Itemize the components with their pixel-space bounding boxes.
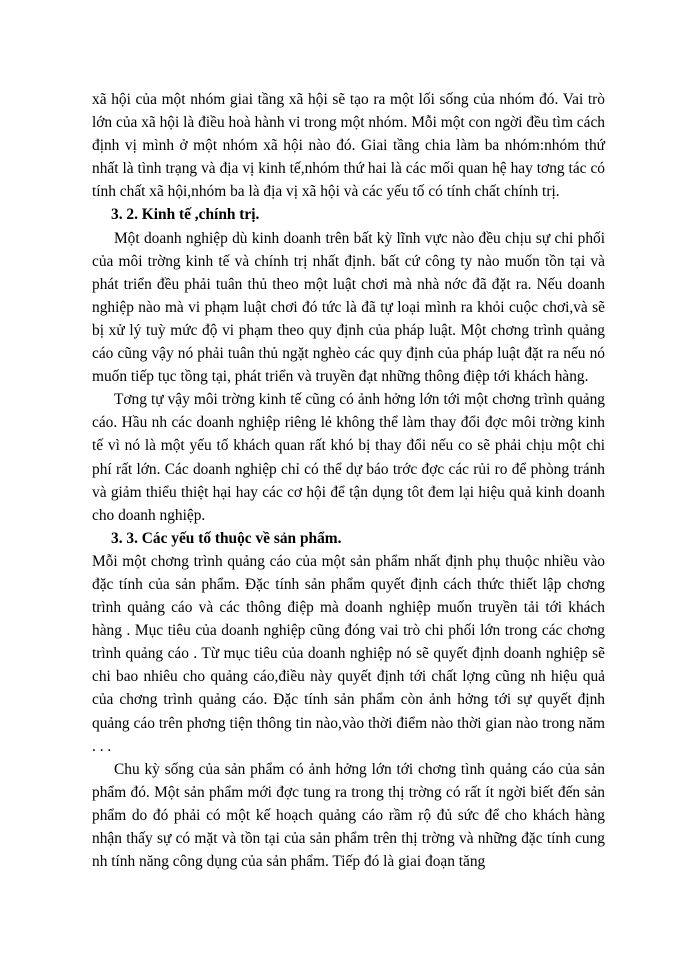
paragraph-product-life-cycle: Chu kỳ sống của sản phẩm có ảnh hởng lớn tới chơng tình quảng cáo của sản phẩm đó. Một sản phẩm mới đợc tung ra trong thị trờng có rất ít ngời biết đến sản phẩm do đó phải có một kế hoạch quảng cáo rầm rộ đủ sức để cho khách hàng nhận thấy sự có mặt và tồn tại của sản phẩm trên thị trờng và những đặc tính cung nh tính năng công dụng của sản phẩm. Tiếp đó là giai đoạn tăng	[92, 760, 605, 871]
paragraph-social-class: xã hội của một nhóm giai tầng xã hội sẽ tạo ra một lối sống của nhóm đó. Vai trò lớn của xã hội là điều hoà hành vi trong một nhóm. Mỗi một con ngời đều tìm cách định vị mình ở một nhóm xã hội nào đó. Giai tầng chia làm ba nhóm:nhóm thứ nhất là tình trạng và địa vị kinh tế,nhóm thứ hai là các mối quan hệ hay tơng tác có tính chất xã hội,nhóm ba là địa vị xã hội và các yếu tố có tính chất chính trị.	[92, 91, 605, 201]
paragraph-economics-politics: Một doanh nghiệp dù kinh doanh trên bất kỳ lĩnh vực nào đều chịu sự chi phối của môi trờng kinh tế và chính trị nhất định. bất cứ công ty nào muốn tồn tại và phát triển đều phải tuân thủ theo một luật chơi mà nhà nớc đã đặt ra. Nếu doanh nghiệp nào mà vi phạm luật chơi đó tức là đã tự loại mình ra khỏi cuộc chơi,và sẽ bị xử lý tuỳ mức độ vi phạm theo quy định của pháp luật. Một chơng trình quảng cáo cũng vậy nó phải tuân thủ ngặt nghèo các quy định của pháp luật đặt ra nếu nó muốn tiếp tục tồng tại, phát triển và truyền đạt những thông điệp tới khách hàng.	[92, 229, 605, 386]
section-heading-economics-politics: 3. 2. Kinh tế ,chính trị.	[111, 206, 260, 224]
paragraph-economic-environment: Tơng tự vậy môi trờng kinh tế cũng có ảnh hởng lớn tới một chơng trình quảng cáo. Hầu nh các doanh nghiệp riêng lẻ không thể làm thay đổi đợc môi trờng kinh tế vì nó là một yếu tố khách quan rất khó bị thay đổi nếu co sẽ phải chịu một chi phí rất lớn. Các doanh nghiệp chỉ có thể dự báo trớc đợc các rủi ro để phòng tránh và giảm thiểu thiệt hại hay các cơ hội để tận dụng tôt đem lại hiệu quả kinh doanh cho doanh nghiệp.	[92, 391, 605, 524]
document-page	[92, 88, 605, 873]
section-heading-product-factors: 3. 3. Các yếu tố thuộc về sản phẩm.	[111, 529, 342, 547]
paragraph-product-characteristics: Mỗi một chơng trình quảng cáo của một sản phẩm nhất định phụ thuộc nhiều vào đặc tính của sản phẩm. Đặc tính sản phẩm quyết định cách thức thiết lập chơng trình quảng cáo và các thông điệp mà doanh nghiệp muốn truyền tải tới khách hàng . Mục tiêu của doanh nghiệp cũng đóng vai trò chi phối lớn trong các chơng trình quảng cáo . Từ mục tiêu của doanh nghiệp nó sẽ quyết định doanh nghiệp sẽ chi bao nhiêu cho quảng cáo,điều này quyết định tới chất lợng cũng nh hiệu quả của chơng trình quảng cáo. Đặc tính sản phẩm còn ảnh hởng tới sự quyết định quảng cáo trên phơng tiện thông tin nào,vào thời điểm nào thời gian nào trong năm . . .	[92, 552, 605, 755]
